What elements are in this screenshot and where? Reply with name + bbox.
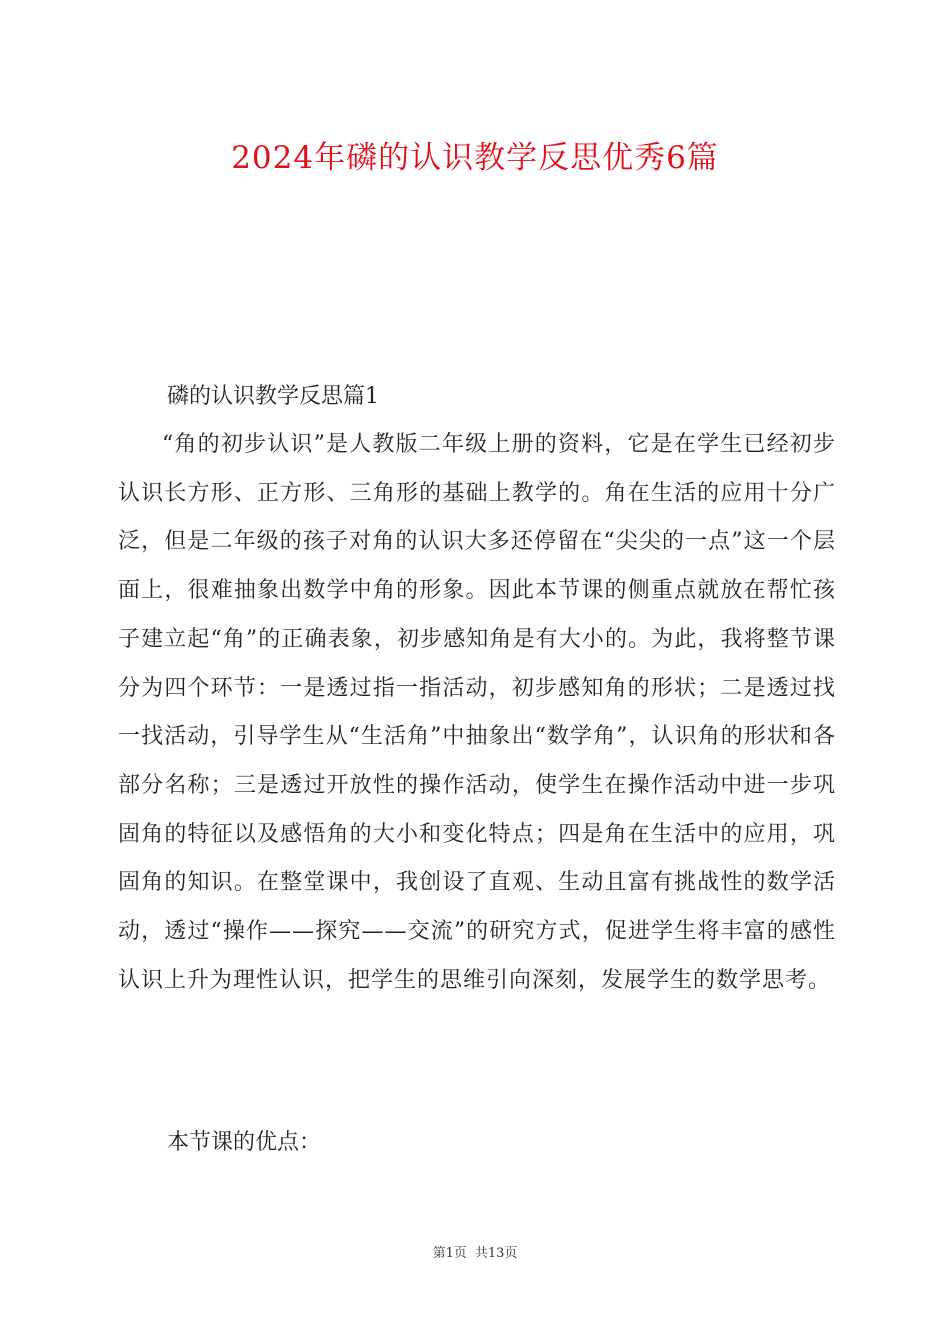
page-number: 第1页 — [432, 1246, 467, 1261]
advantages-heading: 本节课的优点： — [167, 1130, 322, 1155]
section-heading: 磷的认识教学反思篇1 — [167, 384, 379, 409]
document-title: 2024年磷的认识教学反思优秀6篇 — [231, 140, 719, 176]
page-total: 共13页 — [474, 1246, 518, 1261]
page-footer — [0, 1242, 950, 1266]
body-paragraph: “角的初步认识”是人教版二年级上册的资料，它是在学生已经初步认识长方形、正方形、三角形的基础上教学的。角在生活的应用十分广泛，但是二年级的孩子对角的认识大多还停留在“尖尖的一点”这一个层面上，很难抽象出数学中角的形象。因此本节课的侧重点就放在帮忙孩子建立起“角”的正确表象，初步感知角是有大小的。为此，我将整节课分为四个环节：一是透过指一指活动，初步感知角的形状；二是透过找一找活动，引导学生从“生活角”中抽象出“数学角”，认识角的形状和各部分名称；三是透过开放性的操作活动，使学生在操作活动中进一步巩固角的特征以及感悟角的大小和变化特点；四是角在生活中的应用，巩固角的知识。在整堂课中，我创设了直观、生动且富有挑战性的数学活动，透过“操作——探究——交流”的研究方式，促进学生将丰富的感性认识上升为理性认识，把学生的思维引向深刻，发展学生的数学思考。 — [118, 432, 836, 993]
